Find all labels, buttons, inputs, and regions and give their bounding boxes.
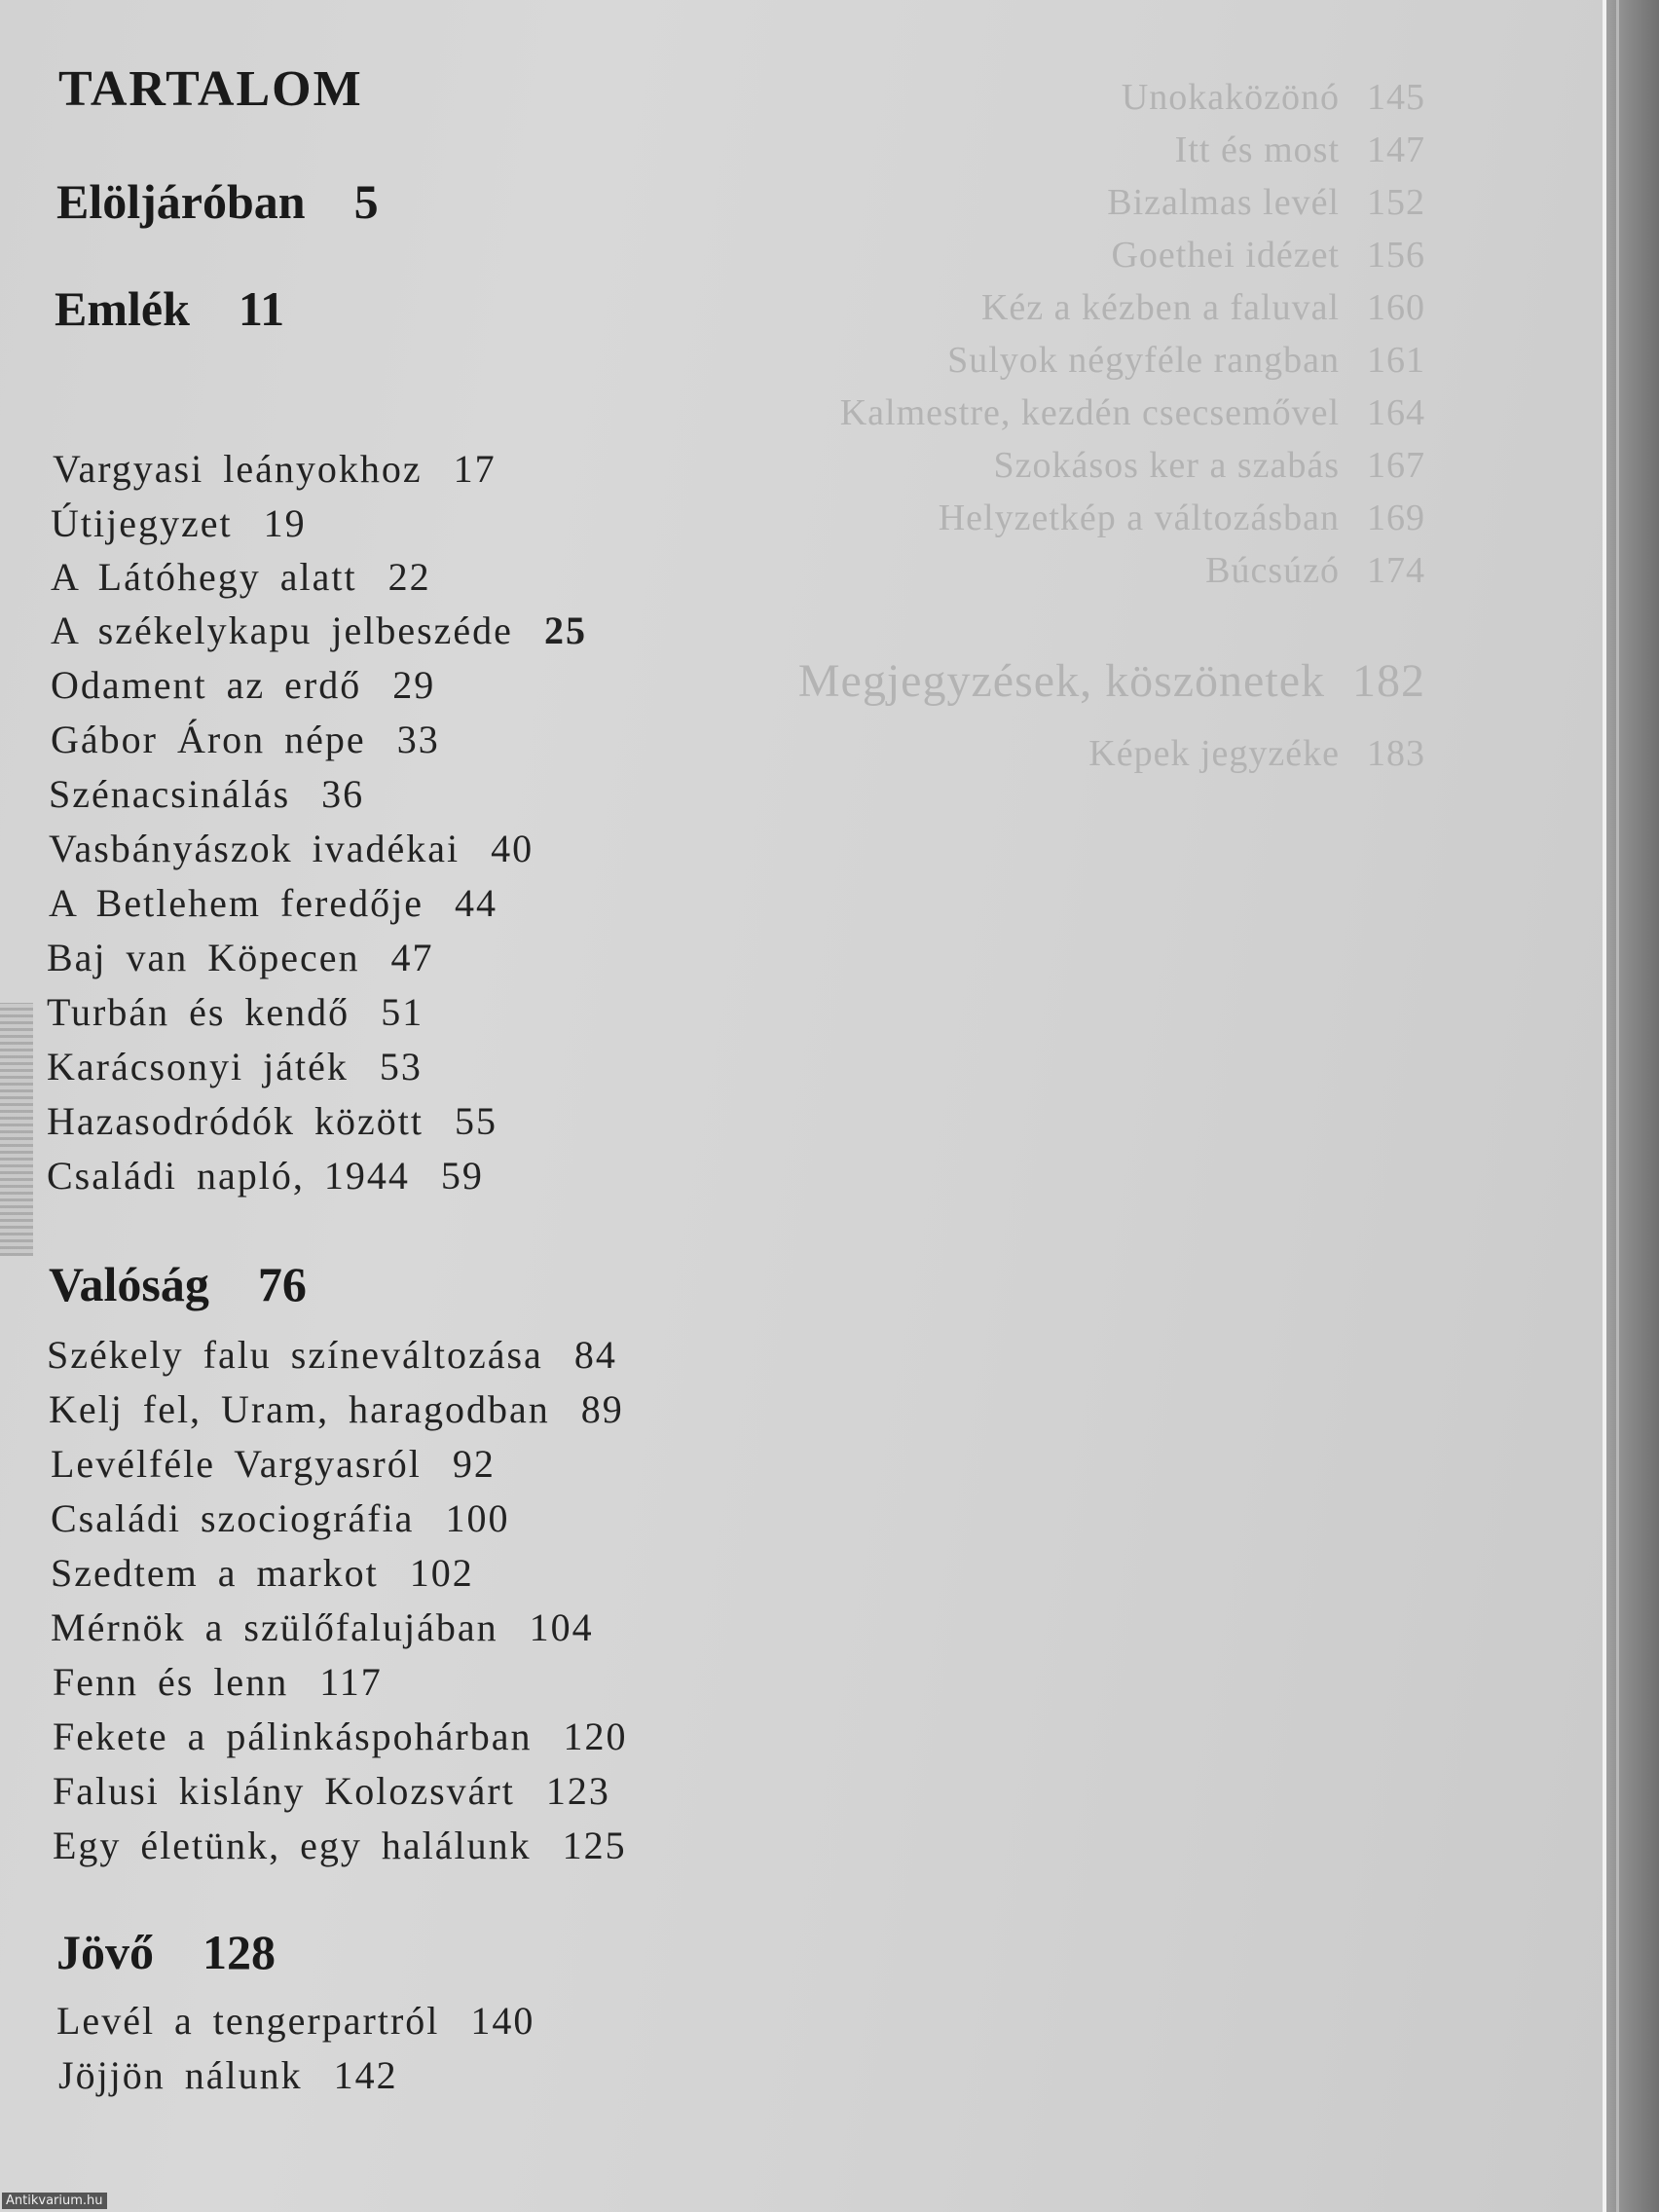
section-page: 76 <box>257 1257 307 1311</box>
ghost-entry: Megjegyzések, köszönetek 182 <box>797 655 1425 707</box>
section-page: 5 <box>353 174 379 229</box>
section-label: Elöljáróban <box>56 174 306 229</box>
section-valosag[interactable] <box>49 1256 307 1312</box>
ghost-entry: Unokaközönó 145 <box>1121 77 1425 118</box>
ghost-entry: Helyzetkép a változásban 169 <box>938 498 1425 538</box>
toc-entry[interactable]: Gábor Áron népe 33 <box>51 718 440 761</box>
section-eloljaroban[interactable] <box>56 173 379 230</box>
toc-entry[interactable]: Jöjjön nálunk 142 <box>58 2053 398 2097</box>
toc-entry[interactable]: Vargyasi leányokhoz 17 <box>53 447 497 491</box>
toc-entry[interactable]: Családi szociográfia 100 <box>51 1496 510 1540</box>
section-label: Jövő <box>56 1925 154 1979</box>
toc-entry[interactable]: Vasbányászok ivadékai 40 <box>49 827 535 870</box>
ghost-entry: Szokásos ker a szabás 167 <box>993 445 1425 486</box>
watermark: Antikvarium.hu <box>2 2193 107 2209</box>
toc-entry[interactable]: Egy életünk, egy halálunk 125 <box>53 1824 627 1867</box>
section-page: 128 <box>203 1925 276 1979</box>
ghost-entry: Búcsúzó 174 <box>1205 550 1425 591</box>
toc-entry[interactable]: Útijegyzet 19 <box>51 501 307 545</box>
toc-entry[interactable]: Szénacsinálás 36 <box>49 772 365 816</box>
toc-title: TARTALOM <box>58 61 363 117</box>
page-stain <box>0 1003 33 1256</box>
toc-entry[interactable]: Hazasodródók között 55 <box>47 1099 498 1143</box>
toc-entry[interactable]: Levél a tengerpartról 140 <box>56 1999 535 2043</box>
toc-entry[interactable]: Levélféle Vargyasról 92 <box>51 1442 496 1486</box>
ghost-entry: Kalmestre, kezdén csecsemővel 164 <box>839 392 1425 433</box>
ghost-entry: Kéz a kézben a faluval 160 <box>980 287 1425 328</box>
toc-entry[interactable]: Turbán és kendő 51 <box>47 990 424 1034</box>
toc-entry[interactable]: Szedtem a markot 102 <box>51 1551 474 1595</box>
section-label: Valóság <box>49 1257 209 1311</box>
toc-entry[interactable]: Kelj fel, Uram, haragodban 89 <box>49 1387 624 1431</box>
toc-entry[interactable]: Odament az erdő 29 <box>51 663 436 707</box>
spine-edge <box>1616 0 1619 2212</box>
section-page: 11 <box>238 281 285 336</box>
book-spine <box>1606 0 1659 2212</box>
ghost-entry: Bizalmas levél 152 <box>1107 182 1425 223</box>
toc-entry[interactable]: Baj van Köpecen 47 <box>47 936 434 979</box>
toc-entry[interactable]: Karácsonyi játék 53 <box>47 1045 423 1088</box>
ghost-entry: Goethei idézet 156 <box>1111 235 1425 276</box>
section-jovo[interactable] <box>56 1924 276 1980</box>
toc-entry[interactable]: Családi napló, 1944 59 <box>47 1154 484 1198</box>
ghost-entry: Itt és most 147 <box>1174 129 1425 170</box>
toc-entry[interactable]: A Látóhegy alatt 22 <box>51 555 431 599</box>
toc-entry[interactable]: Székely falu színeváltozása 84 <box>47 1333 617 1377</box>
toc-entry[interactable]: Falusi kislány Kolozsvárt 123 <box>53 1769 610 1813</box>
section-emlek[interactable] <box>55 280 284 337</box>
ghost-entry: Sulyok négyféle rangban 161 <box>947 340 1425 381</box>
toc-entry[interactable]: A Betlehem feredője 44 <box>49 881 498 925</box>
toc-entry[interactable]: Fenn és lenn 117 <box>53 1660 383 1704</box>
toc-entry[interactable]: Mérnök a szülőfalujában 104 <box>51 1605 594 1649</box>
section-label: Emlék <box>55 281 190 336</box>
toc-entry[interactable]: A székelykapu jelbeszéde 25 <box>51 608 587 652</box>
ghost-entry: Képek jegyzéke 183 <box>1088 733 1425 774</box>
toc-entry[interactable]: Fekete a pálinkáspohárban 120 <box>53 1714 628 1758</box>
